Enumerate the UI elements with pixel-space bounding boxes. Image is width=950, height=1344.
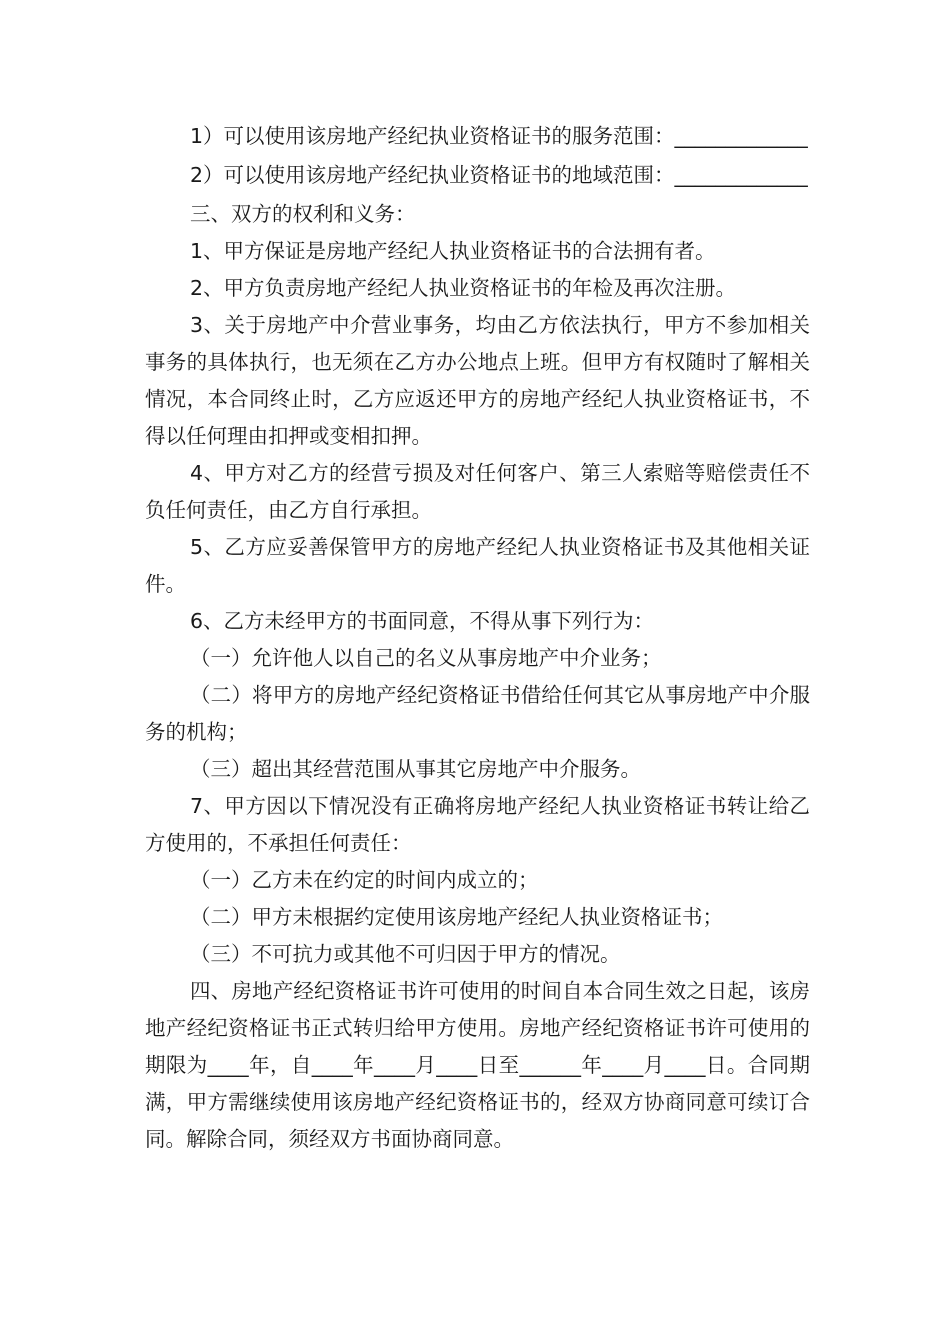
clause-2: 2、甲方负责房地产经纪人执业资格证书的年检及再次注册。	[190, 276, 737, 300]
clause-7-item-2: （二）甲方未根据约定使用该房地产经纪人执业资格证书；	[190, 905, 723, 929]
section-heading-rights-duties: 三、双方的权利和义务：	[190, 202, 416, 226]
clause-service-scope: 1）可以使用该房地产经纪执业资格证书的服务范围：_____________	[190, 124, 808, 148]
clause-5: 5、乙方应妥善保管甲方的房地产经纪人执业资格证书及其他相关证件。	[145, 535, 810, 596]
document-body	[145, 118, 810, 1158]
clause-3: 3、关于房地产中介营业事务，均由乙方依法执行，甲方不参加相关事务的具体执行，也无须在乙方办公地点上班。但甲方有权随时了解相关情况，本合同终止时，乙方应返还甲方的房地产经纪人执业资格证书，不得以任何理由扣押或变相扣押。	[145, 313, 810, 448]
clause-6-item-1: （一）允许他人以自己的名义从事房地产中介业务；	[190, 646, 662, 670]
clause-4: 4、甲方对乙方的经营亏损及对任何客户、第三人索赔等赔偿责任不负任何责任，由乙方自行承担。	[145, 461, 810, 522]
clause-6-item-3: （三）超出其经营范围从事其它房地产中介服务。	[190, 757, 641, 781]
clause-7-item-3: （三）不可抗力或其他不可归因于甲方的情况。	[190, 942, 621, 966]
clause-region-scope: 2）可以使用该房地产经纪执业资格证书的地域范围：_____________	[190, 163, 808, 187]
clause-6: 6、乙方未经甲方的书面同意，不得从事下列行为：	[190, 609, 655, 633]
clause-1: 1、甲方保证是房地产经纪人执业资格证书的合法拥有者。	[190, 239, 716, 263]
section-four-term: 四、房地产经纪资格证书许可使用的时间自本合同生效之日起，该房地产经纪资格证书正式转归给甲方使用。房地产经纪资格证书许可使用的期限为____年，自____年____月____日至______年____月____日。合同期满，甲方需继续使用该房地产经纪资格证书的，经双方协商同意可续订合同。解除合同，须经双方书面协商同意。	[145, 979, 810, 1151]
clause-6-item-2: （二）将甲方的房地产经纪资格证书借给任何其它从事房地产中介服务的机构；	[145, 683, 810, 744]
clause-7-item-1: （一）乙方未在约定的时间内成立的；	[190, 868, 539, 892]
clause-7: 7、甲方因以下情况没有正确将房地产经纪人执业资格证书转让给乙方使用的，不承担任何责任：	[145, 794, 810, 855]
